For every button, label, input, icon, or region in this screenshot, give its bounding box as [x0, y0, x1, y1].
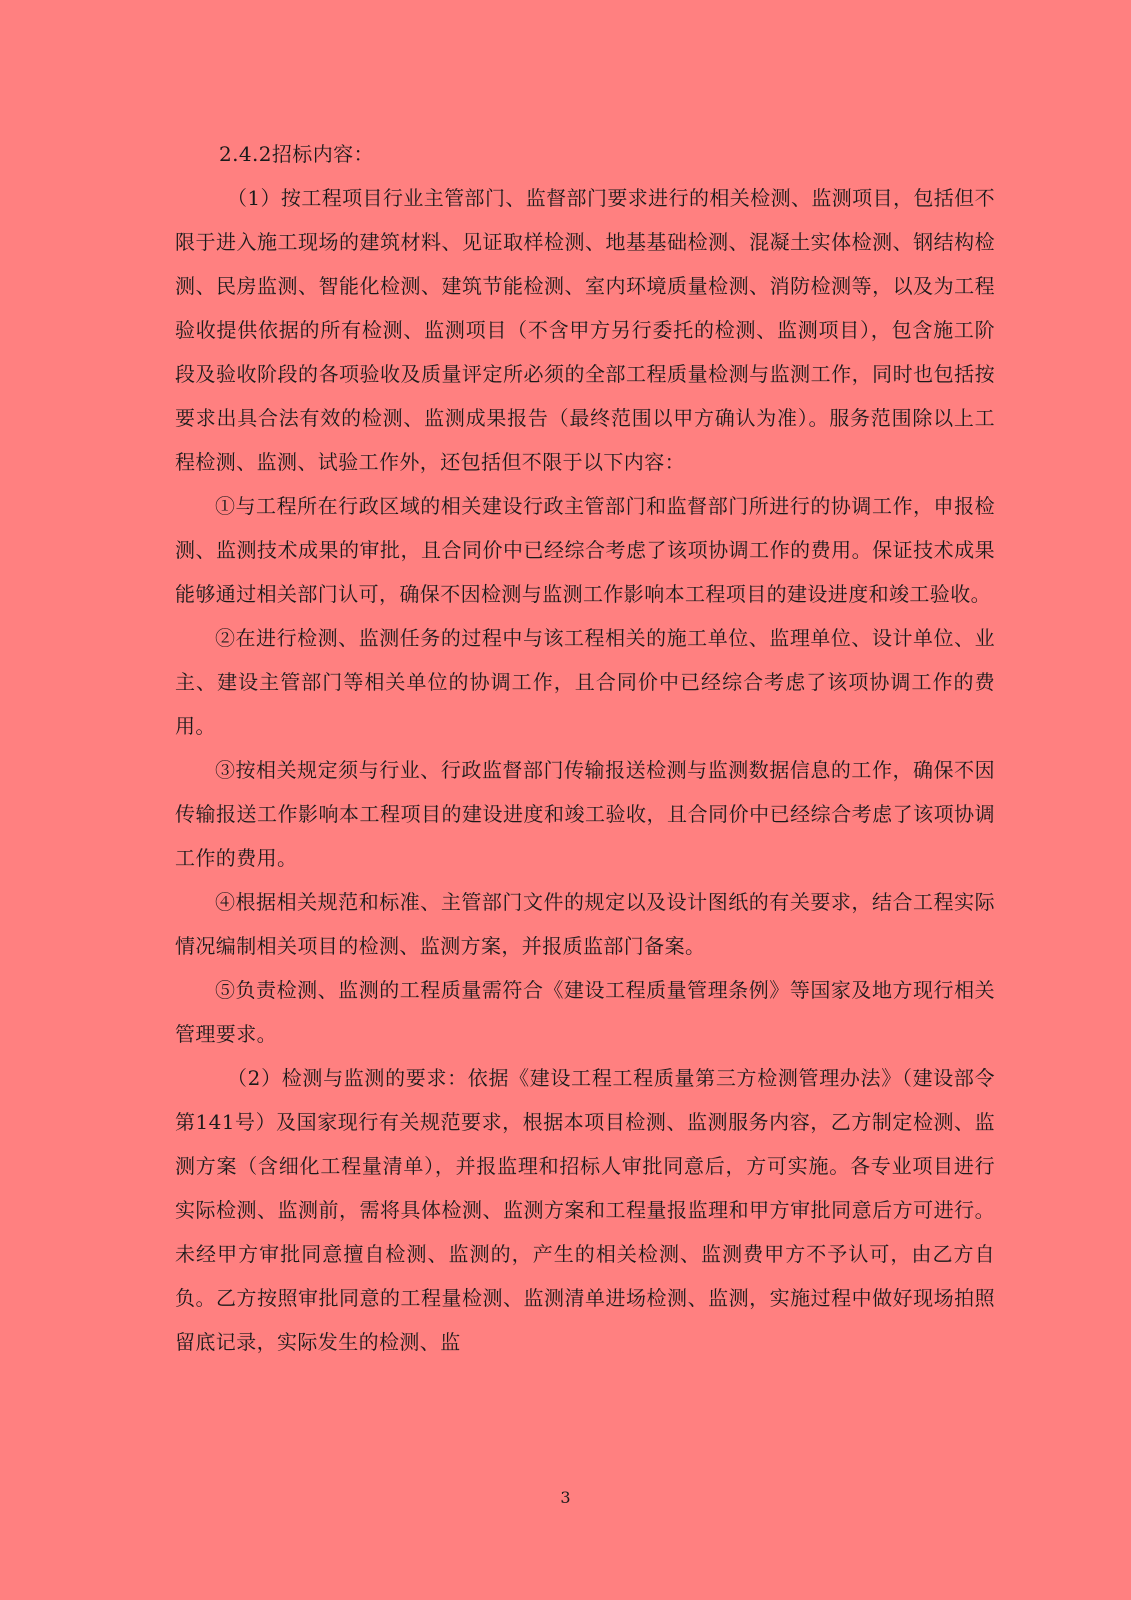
- section-heading: 2.4.2招标内容：: [219, 142, 374, 166]
- paragraph-subitem-4: ④根据相关规范和标准、主管部门文件的规定以及设计图纸的有关要求，结合工程实际情况编制相关项目的检测、监测方案，并报质监部门备案。: [175, 890, 995, 958]
- paragraph-subitem-3: ③按相关规定须与行业、行政监督部门传输报送检测与监测数据信息的工作，确保不因传输报送工作影响本工程项目的建设进度和竣工验收，且合同价中已经综合考虑了该项协调工作的费用。: [175, 758, 995, 870]
- paragraph-subitem-2: ②在进行检测、监测任务的过程中与该工程相关的施工单位、监理单位、设计单位、业主、建设主管部门等相关单位的协调工作，且合同价中已经综合考虑了该项协调工作的费用。: [175, 626, 995, 738]
- paragraph-subitem-1: ①与工程所在行政区域的相关建设行政主管部门和监督部门所进行的协调工作，申报检测、监测技术成果的审批，且合同价中已经综合考虑了该项协调工作的费用。保证技术成果能够通过相关部门认可，确保不因检测与监测工作影响本工程项目的建设进度和竣工验收。: [175, 494, 995, 606]
- page-number: 3: [560, 1488, 571, 1507]
- document-body: [175, 132, 995, 1364]
- paragraph-subitem-5: ⑤负责检测、监测的工程质量需符合《建设工程质量管理条例》等国家及地方现行相关管理要求。: [175, 978, 995, 1046]
- paragraph-item-2: （2）检测与监测的要求：依据《建设工程工程质量第三方检测管理办法》（建设部令第141号）及国家现行有关规范要求，根据本项目检测、监测服务内容，乙方制定检测、监测方案（含细化工程量清单），并报监理和招标人审批同意后，方可实施。各专业项目进行实际检测、监测前，需将具体检测、监测方案和工程量报监理和甲方审批同意后方可进行。未经甲方审批同意擅自检测、监测的，产生的相关检测、监测费甲方不予认可，由乙方自负。乙方按照审批同意的工程量检测、监测清单进场检测、监测，实施过程中做好现场拍照留底记录，实际发生的检测、监: [175, 1066, 995, 1354]
- paragraph-item-1: （1）按工程项目行业主管部门、监督部门要求进行的相关检测、监测项目，包括但不限于进入施工现场的建筑材料、见证取样检测、地基基础检测、混凝土实体检测、钢结构检测、民房监测、智能化检测、建筑节能检测、室内环境质量检测、消防检测等，以及为工程验收提供依据的所有检测、监测项目（不含甲方另行委托的检测、监测项目），包含施工阶段及验收阶段的各项验收及质量评定所必须的全部工程质量检测与监测工作，同时也包括按要求出具合法有效的检测、监测成果报告（最终范围以甲方确认为准）。服务范围除以上工程检测、监测、试验工作外，还包括但不限于以下内容：: [175, 186, 995, 474]
